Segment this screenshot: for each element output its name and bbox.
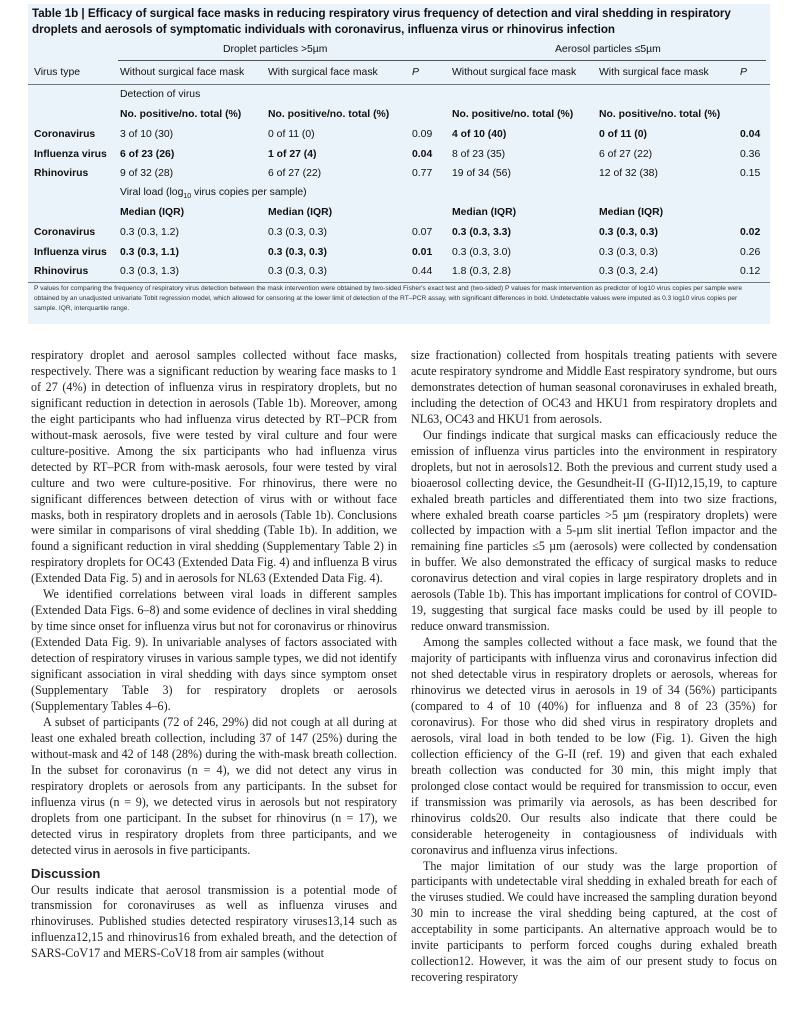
cell-droplet-p: 0.04 xyxy=(412,148,433,160)
cell-aerosol-with: 12 of 32 (38) xyxy=(599,168,658,179)
paragraph: Among the samples collected without a face mask, we found that the majority of participants with influenza virus and coronavirus infection did not shed detectable virus in respiratory droplets or aerosols, whereas for rhinovirus we detected virus in aerosols in 19 of 34 (56%) participants (compared to 4 of 10 (40%) for influenza and 8 of 23 (35%) for coronavirus). For those who did shed virus in respiratory droplets and aerosols, viral load in both tended to be low (Fig. 1). Given the high collection efficiency of the G-II (ref. 19) and given that each exhaled breath collection was conducted for 30 min, this might imply that prolonged close contact would be required for transmission to occur, even if transmission was primarily via aerosols, as has been described for rhinovirus colds20. Our results also indicate that there could be considerable heterogeneity in contagiousness of individuals with coronavirus and influenza virus infections. xyxy=(411,635,777,857)
left-column xyxy=(31,348,397,962)
table-label: Table 1b xyxy=(32,7,79,20)
cell-droplet-with: 6 of 27 (22) xyxy=(268,168,322,179)
group-underline-droplet xyxy=(118,60,458,61)
cell-droplet-p: 0.77 xyxy=(412,168,433,179)
subheader: Median (IQR) xyxy=(452,207,517,218)
subheader: Median (IQR) xyxy=(599,207,664,218)
subheader: Median (IQR) xyxy=(268,207,333,218)
cell-droplet-without: 0.3 (0.3, 1.3) xyxy=(120,266,179,277)
cell-aerosol-p: 0.26 xyxy=(740,246,761,258)
cell-aerosol-without: 4 of 10 (40) xyxy=(452,129,507,140)
column-header: P xyxy=(412,67,419,78)
row-label: Influenza virus xyxy=(34,148,107,160)
row-label: Coronavirus xyxy=(34,129,96,140)
cell-aerosol-p: 0.15 xyxy=(740,168,761,179)
table-title xyxy=(32,6,764,38)
row-label: Coronavirus xyxy=(34,227,96,238)
subheader: Median (IQR) xyxy=(120,207,185,218)
group-underline-aerosol xyxy=(450,60,766,61)
section-heading-discussion: Discussion xyxy=(31,865,101,881)
cell-droplet-p: 0.07 xyxy=(412,227,433,238)
cell-aerosol-with: 6 of 27 (22) xyxy=(599,148,653,160)
footer-divider xyxy=(28,282,770,283)
right-column xyxy=(411,348,777,986)
section-detection: Detection of virus xyxy=(120,89,201,100)
cell-droplet-without: 9 of 32 (28) xyxy=(120,168,174,179)
paragraph: respiratory droplet and aerosol samples collected without face masks, respectively. There was a significant reduction by wearing face masks to 1 of 27 (4%) in detection of influenza virus in respiratory droplets, but no significant reduction in detection in aerosols (Table 1b). Moreover, among the eight participants who had influenza virus detected by RT–PCR from without-mask aerosols, five were tested by viral culture and four were culture-positive. Among the six participants who had influenza virus detected by RT–PCR from with-mask aerosols, four were tested by viral culture and two were culture-positive. For rhinovirus, there were no significant differences between detection of virus with or without face masks, both in respiratory droplets and in aerosols (Table 1b). Conclusions were similar in comparisons of viral shedding (Table 1b). In addition, we found a significant reduction in viral shedding (Supplementary Table 2) in respiratory droplets for OC43 (Extended Data Fig. 4) and influenza B virus (Extended Data Fig. 5) and in aerosols for NL63 (Extended Data Fig. 4). xyxy=(31,348,397,586)
cell-aerosol-without: 8 of 23 (35) xyxy=(452,148,506,160)
row-label: Rhinovirus xyxy=(34,266,89,277)
column-header: P xyxy=(740,67,747,78)
cell-droplet-without: 3 of 10 (30) xyxy=(120,129,174,140)
row-label: Rhinovirus xyxy=(34,168,89,179)
paragraph: Our results indicate that aerosol transmission is a potential mode of transmission for coronaviruses as well as influenza viruses and rhinoviruses. Published studies detected respiratory viruses13,14 such as influenza12,15 and rhinovirus16 from exhaled breath, and the detection of SARS-CoV17 and MERS-CoV18 from air samples (without xyxy=(31,882,397,961)
cell-aerosol-p: 0.12 xyxy=(740,266,761,277)
cell-aerosol-with: 0.3 (0.3, 2.4) xyxy=(599,266,658,277)
cell-aerosol-with: 0.3 (0.3, 0.3) xyxy=(599,227,658,238)
cell-droplet-p: 0.09 xyxy=(412,129,433,140)
table-footnote: P values for comparing the frequency of respiratory virus detection between the mask intervention were obtained by two-sided Fisher's exact test and (two-sided) P values for mask intervention as predictor of log10 virus copies per sample were obtained by an unadjusted univariate Tobit regression model, which allowed for censoring at the lower limit of detection of the RT–PCR assay, with significant differences in bold. Undetectable values were imputed as 0.3 log10 virus copies per sample. IQR, interquartile range. xyxy=(34,285,742,313)
cell-aerosol-without: 19 of 34 (56) xyxy=(452,168,511,179)
cell-droplet-without: 0.3 (0.3, 1.2) xyxy=(120,227,179,238)
cell-droplet-with: 0.3 (0.3, 0.3) xyxy=(268,227,327,238)
column-header: Without surgical face mask xyxy=(452,67,577,78)
cell-aerosol-without: 1.8 (0.3, 2.8) xyxy=(452,266,511,277)
cell-droplet-with: 1 of 27 (4) xyxy=(268,148,317,160)
header-divider xyxy=(28,84,770,85)
cell-droplet-with: 0 of 11 (0) xyxy=(268,129,315,140)
group-header-droplet: Droplet particles >5µm xyxy=(223,44,328,55)
group-header-aerosol: Aerosol particles ≤5µm xyxy=(555,44,661,55)
column-header: Without surgical face mask xyxy=(120,67,245,78)
column-header: Virus type xyxy=(34,67,81,78)
title-separator: | xyxy=(78,7,88,20)
cell-aerosol-with: 0.3 (0.3, 0.3) xyxy=(599,246,658,258)
paragraph: Our findings indicate that surgical masks can efficaciously reduce the emission of influenza virus particles into the environment in respiratory droplets, but not in aerosols12. Both the previous and current study used a bioaerosol collecting device, the Gesundheit-II (G-II)12,15,19, to capture exhaled breath particles and differentiated them into two size fractions, where exhaled breath coarse particles >5 µm (respiratory droplets) were collected by impaction with a 5-µm slit inertial Teflon impactor and the remaining fine particles ≤5 µm (aerosols) were collected by condensation in buffer. We also demonstrated the efficacy of surgical masks to reduce coronavirus detection and viral copies in large respiratory droplets and in aerosols (Table 1b). This has important implications for control of COVID-19, suggesting that surgical face masks could be used by ill people to reduce onward transmission. xyxy=(411,427,777,634)
subheader: No. positive/no. total (%) xyxy=(268,109,390,120)
paragraph: size fractionation) collected from hospitals treating patients with severe acute respiratory syndrome and Middle East respiratory syndrome, but ours demonstrates detection of human seasonal coronaviruses in exhaled breath, including the detection of OC43 and HKU1 from respiratory droplets and NL63, OC43 and HKU1 from aerosols. xyxy=(411,348,777,426)
section-viral-load: Viral load ($\log_{10}$ virus copies per sample) xyxy=(120,187,307,201)
cell-droplet-without: 0.3 (0.3, 1.1) xyxy=(120,246,179,258)
cell-aerosol-p: 0.04 xyxy=(740,129,761,140)
cell-droplet-with: 0.3 (0.3, 0.3) xyxy=(268,246,327,258)
cell-aerosol-without: 0.3 (0.3, 3.3) xyxy=(452,227,511,238)
paragraph: A subset of participants (72 of 246, 29%) did not cough at all during at least one exhaled breath collection, including 37 of 147 (25%) during the without-mask and 42 of 148 (28%) during the with-mask breath collection. In the subset for coronavirus (n = 4), we did not detect any virus in respiratory droplets or aerosols from any participants. In the subset for influenza virus (n = 9), we detected virus in aerosols but not respiratory droplets from one participant. In the subset for rhinovirus (n = 17), we detected virus in respiratory droplets from three participants, and we detected virus in aerosols in five participants. xyxy=(31,714,397,857)
cell-aerosol-with: 0 of 11 (0) xyxy=(599,129,647,140)
cell-droplet-with: 0.3 (0.3, 0.3) xyxy=(268,266,327,277)
cell-droplet-p: 0.44 xyxy=(412,266,433,277)
cell-aerosol-p: 0.36 xyxy=(740,148,761,160)
cell-aerosol-p: 0.02 xyxy=(740,227,761,238)
subheader: No. positive/no. total (%) xyxy=(452,109,574,120)
subheader: No. positive/no. total (%) xyxy=(120,109,242,120)
column-header: With surgical face mask xyxy=(599,67,709,78)
table-1b xyxy=(28,4,770,324)
subheader: No. positive/no. total (%) xyxy=(599,109,721,120)
cell-droplet-without: 6 of 23 (26) xyxy=(120,148,175,160)
paragraph: The major limitation of our study was the large proportion of participants with undetectable viral shedding in exhaled breath for each of the viruses studied. We could have increased the sampling duration beyond 30 min to increase the viral shedding being captured, at the cost of acceptability in some participants. An alternative approach would be to invite participants to perform forced coughs during exhaled breath collection12. However, it was the aim of our present study to focus on recovering respiratory xyxy=(411,858,777,985)
cell-droplet-p: 0.01 xyxy=(412,246,433,258)
row-label: Influenza virus xyxy=(34,246,107,258)
paragraph: We identified correlations between viral loads in different samples (Extended Data Figs. 6–8) and some evidence of declines in viral shedding by time since onset for influenza virus but not for coronavirus or rhinovirus (Extended Data Fig. 9). In univariable analyses of factors associated with detection of respiratory viruses in various sample types, we did not identify significant association in viral shedding with days since symptom onset (Supplementary Table 3) for respiratory droplets or aerosols (Supplementary Tables 4–6). xyxy=(31,587,397,713)
table-caption: Efficacy of surgical face masks in reducing respiratory virus frequency of detection and viral shedding in respiratory droplets and aerosols of symptomatic individuals with coronavirus, influenza virus or rhinovirus infection xyxy=(32,7,731,36)
cell-aerosol-without: 0.3 (0.3, 3.0) xyxy=(452,246,511,258)
column-header: With surgical face mask xyxy=(268,67,378,78)
